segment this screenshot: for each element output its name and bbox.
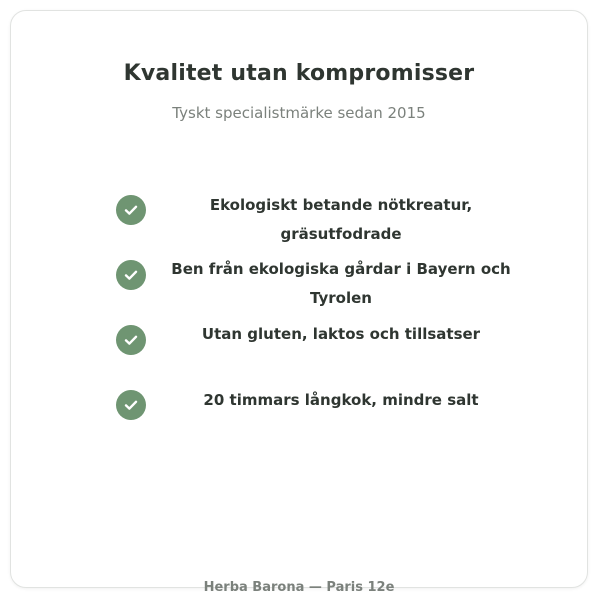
feature-text: Ekologiskt betande nötkreatur, gräsutfodrade: [209, 196, 473, 243]
card-subtitle: Tyskt specialistmärke sedan 2015: [172, 104, 426, 122]
check-circle-icon: [116, 325, 146, 355]
feature-item: [103, 317, 523, 377]
feature-item: [103, 252, 523, 312]
check-circle-icon: [116, 195, 146, 225]
feature-card: [10, 10, 588, 595]
footer-brand: Herba Barona — Paris 12e: [203, 580, 395, 595]
feature-item: [103, 382, 523, 442]
feature-text: Utan gluten, laktos och tillsatser: [201, 325, 481, 343]
check-circle-icon: [116, 390, 146, 420]
feature-text: 20 timmars långkok, mindre salt: [203, 391, 479, 409]
feature-item: [103, 187, 523, 247]
feature-text: Ben från ekologiska gårdar i Bayern och Tyrolen: [171, 260, 511, 307]
card-title: Kvalitet utan kompromisser: [123, 61, 475, 86]
check-circle-icon: [116, 260, 146, 290]
